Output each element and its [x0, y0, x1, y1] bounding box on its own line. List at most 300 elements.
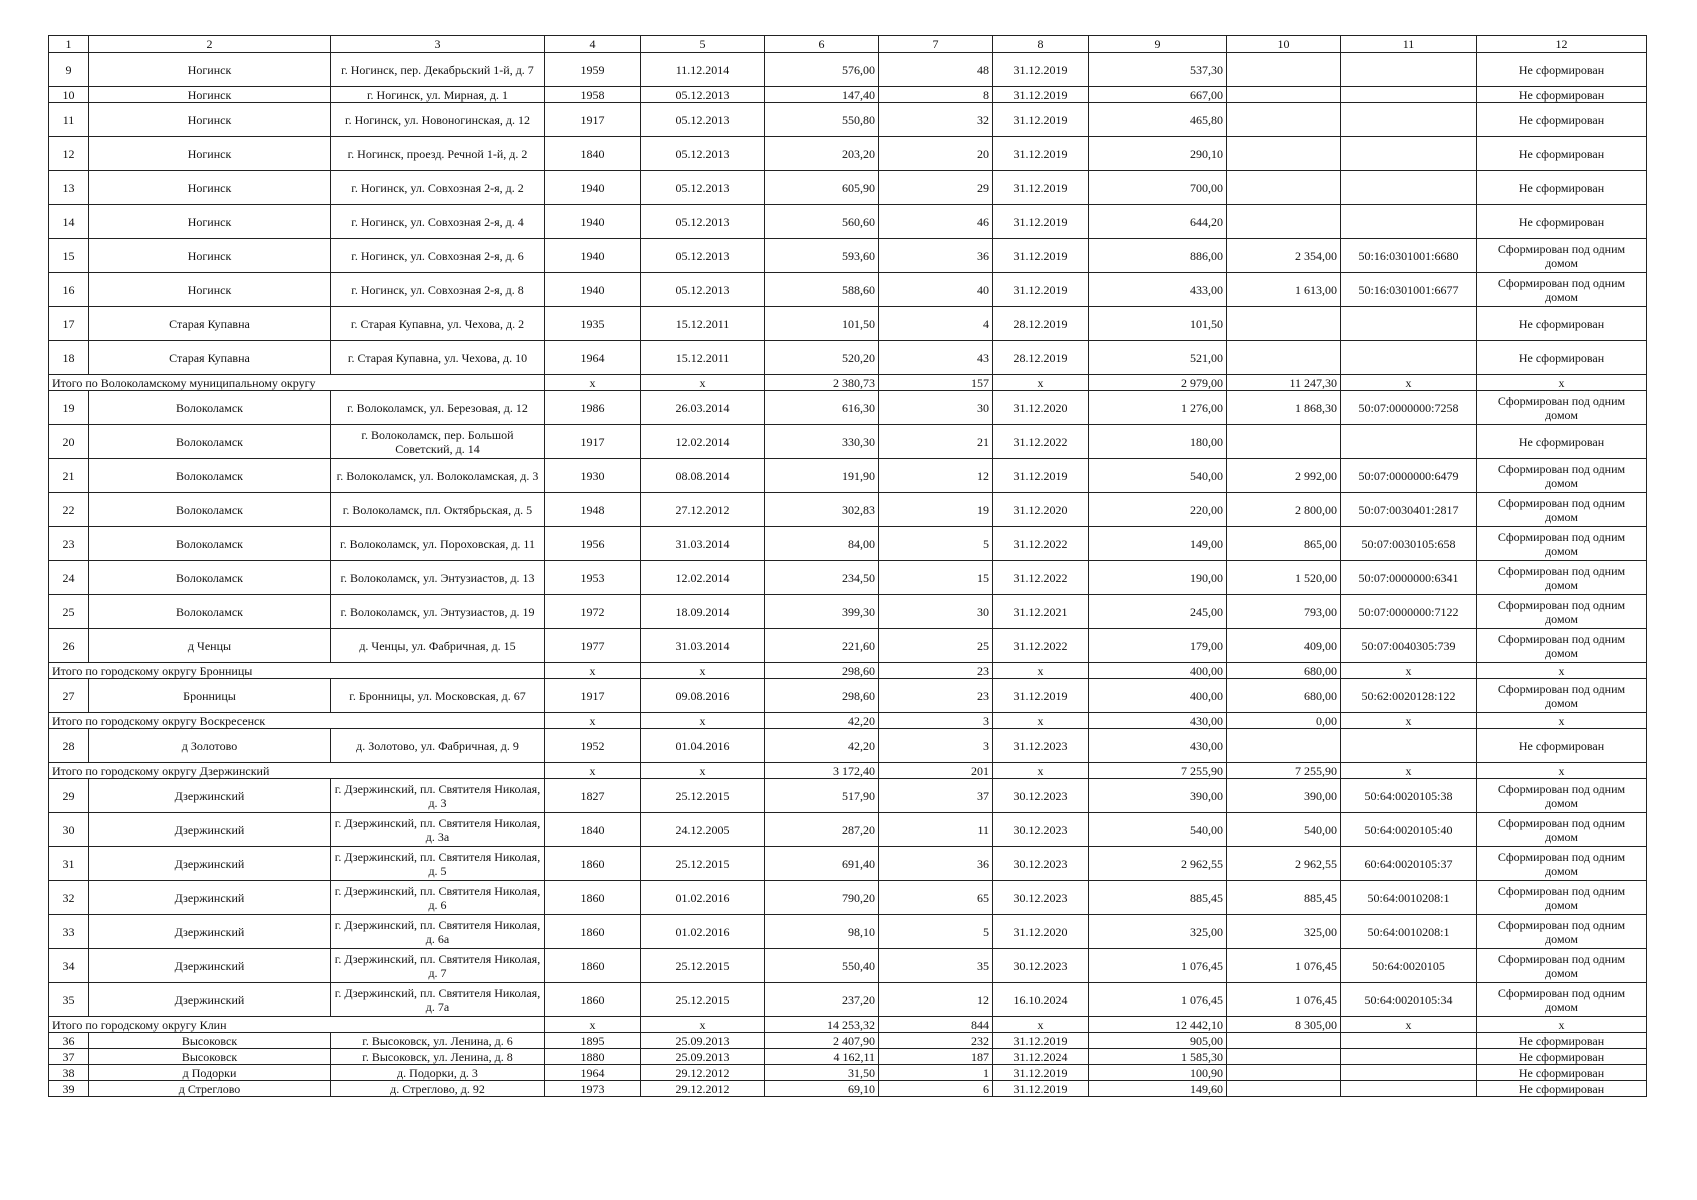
- cell-plot-area: 1 520,00: [1227, 561, 1341, 595]
- cell-deadline: 31.12.2022: [993, 425, 1089, 459]
- cell-year: 1917: [545, 425, 641, 459]
- cell-year: 1840: [545, 813, 641, 847]
- cell-date: 05.12.2013: [641, 205, 765, 239]
- cell-number: 10: [49, 87, 89, 103]
- cell-locality: Дзержинский: [89, 881, 331, 915]
- cell-year: 1940: [545, 205, 641, 239]
- subtotal-row: [49, 663, 1647, 679]
- table-row: [49, 273, 1647, 307]
- cell-area: 2 407,90: [765, 1033, 879, 1049]
- cell-number: 36: [49, 1033, 89, 1049]
- cell-residents: 21: [879, 425, 993, 459]
- cell-plot-area: [1227, 1081, 1341, 1097]
- cell-year: 1953: [545, 561, 641, 595]
- header-cell: 3: [331, 36, 545, 53]
- cell-cadastral: 50:07:0040305:739: [1341, 629, 1477, 663]
- table-row: [49, 779, 1647, 813]
- cell-value: 433,00: [1089, 273, 1227, 307]
- cell-value: 190,00: [1089, 561, 1227, 595]
- cell-date: 01.04.2016: [641, 729, 765, 763]
- cell-area: 98,10: [765, 915, 879, 949]
- table-row: [49, 1065, 1647, 1081]
- cell-status: Не сформирован: [1477, 137, 1647, 171]
- cell-locality: Волоколамск: [89, 493, 331, 527]
- table-row: [49, 1033, 1647, 1049]
- cell-plot-area: 390,00: [1227, 779, 1341, 813]
- cell-deadline: 31.12.2019: [993, 205, 1089, 239]
- cell-cadastral: [1341, 425, 1477, 459]
- cell-cadastral: [1341, 1049, 1477, 1065]
- cell-status: Не сформирован: [1477, 307, 1647, 341]
- cell-deadline: 31.12.2022: [993, 561, 1089, 595]
- cell-residents: 23: [879, 679, 993, 713]
- cell-cadastral: 50:07:0030105:658: [1341, 527, 1477, 561]
- subtotal-label: Итого по городскому округу Бронницы: [49, 663, 545, 679]
- cell-address: г. Волоколамск, ул. Энтузиастов, д. 13: [331, 561, 545, 595]
- cell-cadastral: 50:62:0020128:122: [1341, 679, 1477, 713]
- cell-address: г. Волоколамск, пер. Большой Советский, д. 14: [331, 425, 545, 459]
- table-row: [49, 459, 1647, 493]
- cell-status: Сформирован под одним домом: [1477, 881, 1647, 915]
- cell-status: Не сформирован: [1477, 1065, 1647, 1081]
- cell-value: 521,00: [1089, 341, 1227, 375]
- cell-locality: Дзержинский: [89, 983, 331, 1017]
- cell-area: 605,90: [765, 171, 879, 205]
- cell-area: 560,60: [765, 205, 879, 239]
- cell-residents: 40: [879, 273, 993, 307]
- cell-plot-area: 1 868,30: [1227, 391, 1341, 425]
- table-row: [49, 239, 1647, 273]
- cell-area: 576,00: [765, 53, 879, 87]
- cell-residents: 187: [879, 1049, 993, 1065]
- cell-status: Сформирован под одним домом: [1477, 983, 1647, 1017]
- header-cell: 1: [49, 36, 89, 53]
- cell-value: 537,30: [1089, 53, 1227, 87]
- cell-area: 593,60: [765, 239, 879, 273]
- cell-year: 1972: [545, 595, 641, 629]
- cell-date: 29.12.2012: [641, 1081, 765, 1097]
- cell-deadline: 30.12.2023: [993, 813, 1089, 847]
- cell-year: 1860: [545, 949, 641, 983]
- cell-plot-area: 680,00: [1227, 679, 1341, 713]
- cell-residents: 36: [879, 239, 993, 273]
- subtotal-cell: 201: [879, 763, 993, 779]
- header-cell: 2: [89, 36, 331, 53]
- cell-date: 09.08.2016: [641, 679, 765, 713]
- cell-residents: 232: [879, 1033, 993, 1049]
- cell-plot-area: [1227, 341, 1341, 375]
- cell-area: 191,90: [765, 459, 879, 493]
- cell-deadline: 31.12.2020: [993, 493, 1089, 527]
- cell-address: г. Волоколамск, ул. Березовая, д. 12: [331, 391, 545, 425]
- cell-locality: Волоколамск: [89, 595, 331, 629]
- cell-cadastral: 50:07:0000000:7122: [1341, 595, 1477, 629]
- cell-date: 15.12.2011: [641, 341, 765, 375]
- cell-locality: Дзержинский: [89, 779, 331, 813]
- cell-plot-area: 793,00: [1227, 595, 1341, 629]
- subtotal-cell: x: [1341, 763, 1477, 779]
- cell-year: 1860: [545, 915, 641, 949]
- cell-number: 33: [49, 915, 89, 949]
- subtotal-cell: 23: [879, 663, 993, 679]
- subtotal-row: [49, 375, 1647, 391]
- cell-number: 22: [49, 493, 89, 527]
- cell-year: 1860: [545, 847, 641, 881]
- cell-area: 84,00: [765, 527, 879, 561]
- cell-area: 520,20: [765, 341, 879, 375]
- cell-cadastral: [1341, 1081, 1477, 1097]
- cell-value: 667,00: [1089, 87, 1227, 103]
- cell-locality: Ногинск: [89, 273, 331, 307]
- table-row: [49, 881, 1647, 915]
- cell-cadastral: 50:64:0020105:38: [1341, 779, 1477, 813]
- cell-deadline: 30.12.2023: [993, 779, 1089, 813]
- cell-status: Сформирован под одним домом: [1477, 629, 1647, 663]
- cell-cadastral: 50:07:0000000:7258: [1341, 391, 1477, 425]
- cell-status: Не сформирован: [1477, 341, 1647, 375]
- table-row: [49, 847, 1647, 881]
- cell-address: г. Волоколамск, ул. Пороховская, д. 11: [331, 527, 545, 561]
- cell-locality: Ногинск: [89, 205, 331, 239]
- header-cell: 11: [1341, 36, 1477, 53]
- cell-address: д. Золотово, ул. Фабричная, д. 9: [331, 729, 545, 763]
- cell-status: Сформирован под одним домом: [1477, 813, 1647, 847]
- table-row: [49, 137, 1647, 171]
- cell-number: 31: [49, 847, 89, 881]
- cell-locality: Волоколамск: [89, 527, 331, 561]
- cell-locality: Ногинск: [89, 103, 331, 137]
- cell-address: д. Ченцы, ул. Фабричная, д. 15: [331, 629, 545, 663]
- cell-year: 1930: [545, 459, 641, 493]
- subtotal-cell: x: [993, 763, 1089, 779]
- cell-plot-area: [1227, 425, 1341, 459]
- cell-cadastral: [1341, 103, 1477, 137]
- cell-plot-area: 409,00: [1227, 629, 1341, 663]
- subtotal-cell: x: [545, 1017, 641, 1033]
- cell-date: 31.03.2014: [641, 527, 765, 561]
- cell-status: Сформирован под одним домом: [1477, 915, 1647, 949]
- document-sheet: [48, 35, 1646, 1097]
- table-row: [49, 87, 1647, 103]
- cell-area: 550,40: [765, 949, 879, 983]
- cell-number: 28: [49, 729, 89, 763]
- subtotal-cell: 14 253,32: [765, 1017, 879, 1033]
- cell-value: 100,90: [1089, 1065, 1227, 1081]
- subtotal-cell: 400,00: [1089, 663, 1227, 679]
- cell-status: Не сформирован: [1477, 171, 1647, 205]
- cell-value: 430,00: [1089, 729, 1227, 763]
- cell-address: г. Ногинск, ул. Совхозная 2-я, д. 4: [331, 205, 545, 239]
- cell-cadastral: [1341, 53, 1477, 87]
- cell-value: 245,00: [1089, 595, 1227, 629]
- cell-address: д. Подорки, д. 3: [331, 1065, 545, 1081]
- cell-year: 1959: [545, 53, 641, 87]
- cell-number: 39: [49, 1081, 89, 1097]
- cell-value: 700,00: [1089, 171, 1227, 205]
- table-row: [49, 205, 1647, 239]
- cell-status: Сформирован под одним домом: [1477, 847, 1647, 881]
- cell-value: 101,50: [1089, 307, 1227, 341]
- cell-plot-area: [1227, 1049, 1341, 1065]
- cell-cadastral: [1341, 87, 1477, 103]
- subtotal-cell: 680,00: [1227, 663, 1341, 679]
- cell-year: 1940: [545, 239, 641, 273]
- cell-area: 287,20: [765, 813, 879, 847]
- cell-date: 31.03.2014: [641, 629, 765, 663]
- subtotal-cell: 3: [879, 713, 993, 729]
- cell-value: 1 076,45: [1089, 983, 1227, 1017]
- cell-cadastral: 50:64:0010208:1: [1341, 915, 1477, 949]
- cell-address: г. Высоковск, ул. Ленина, д. 8: [331, 1049, 545, 1065]
- cell-date: 26.03.2014: [641, 391, 765, 425]
- cell-residents: 29: [879, 171, 993, 205]
- cell-value: 179,00: [1089, 629, 1227, 663]
- cell-status: Сформирован под одним домом: [1477, 595, 1647, 629]
- cell-value: 149,00: [1089, 527, 1227, 561]
- cell-deadline: 31.12.2020: [993, 915, 1089, 949]
- cell-deadline: 31.12.2019: [993, 273, 1089, 307]
- cell-date: 25.09.2013: [641, 1033, 765, 1049]
- cell-date: 29.12.2012: [641, 1065, 765, 1081]
- cell-value: 390,00: [1089, 779, 1227, 813]
- cell-year: 1860: [545, 881, 641, 915]
- cell-status: Не сформирован: [1477, 1049, 1647, 1065]
- header-cell: 4: [545, 36, 641, 53]
- cell-number: 14: [49, 205, 89, 239]
- cell-cadastral: 50:64:0020105: [1341, 949, 1477, 983]
- cell-date: 15.12.2011: [641, 307, 765, 341]
- cell-year: 1964: [545, 341, 641, 375]
- cell-area: 330,30: [765, 425, 879, 459]
- subtotal-cell: x: [993, 663, 1089, 679]
- cell-year: 1880: [545, 1049, 641, 1065]
- cell-cadastral: 50:16:0301001:6680: [1341, 239, 1477, 273]
- cell-locality: д Золотово: [89, 729, 331, 763]
- cell-date: 25.12.2015: [641, 779, 765, 813]
- cell-locality: Высоковск: [89, 1033, 331, 1049]
- cell-residents: 12: [879, 459, 993, 493]
- subtotal-cell: x: [1477, 663, 1647, 679]
- cell-plot-area: 2 354,00: [1227, 239, 1341, 273]
- cell-plot-area: 2 962,55: [1227, 847, 1341, 881]
- cell-address: г. Волоколамск, ул. Энтузиастов, д. 19: [331, 595, 545, 629]
- cell-number: 38: [49, 1065, 89, 1081]
- cell-residents: 15: [879, 561, 993, 595]
- cell-year: 1827: [545, 779, 641, 813]
- table-row: [49, 527, 1647, 561]
- cell-plot-area: [1227, 103, 1341, 137]
- cell-deadline: 31.12.2019: [993, 53, 1089, 87]
- cell-date: 11.12.2014: [641, 53, 765, 87]
- cell-number: 25: [49, 595, 89, 629]
- cell-year: 1840: [545, 137, 641, 171]
- table-row: [49, 561, 1647, 595]
- cell-area: 550,80: [765, 103, 879, 137]
- cell-area: 31,50: [765, 1065, 879, 1081]
- cell-deadline: 16.10.2024: [993, 983, 1089, 1017]
- subtotal-cell: x: [545, 713, 641, 729]
- cell-year: 1956: [545, 527, 641, 561]
- cell-locality: Высоковск: [89, 1049, 331, 1065]
- subtotal-cell: x: [1477, 375, 1647, 391]
- cell-number: 17: [49, 307, 89, 341]
- cell-residents: 3: [879, 729, 993, 763]
- cell-date: 01.02.2016: [641, 881, 765, 915]
- subtotal-cell: 7 255,90: [1227, 763, 1341, 779]
- cell-value: 540,00: [1089, 813, 1227, 847]
- cell-locality: Старая Купавна: [89, 341, 331, 375]
- cell-address: г. Ногинск, проезд. Речной 1-й, д. 2: [331, 137, 545, 171]
- subtotal-cell: x: [545, 763, 641, 779]
- cell-plot-area: 540,00: [1227, 813, 1341, 847]
- cell-residents: 4: [879, 307, 993, 341]
- cell-status: Сформирован под одним домом: [1477, 459, 1647, 493]
- cell-address: г. Дзержинский, пл. Святителя Николая, д. 3а: [331, 813, 545, 847]
- cell-value: 180,00: [1089, 425, 1227, 459]
- cell-residents: 46: [879, 205, 993, 239]
- cell-number: 16: [49, 273, 89, 307]
- column-number-header: [49, 36, 1647, 53]
- subtotal-cell: x: [641, 663, 765, 679]
- cell-area: 691,40: [765, 847, 879, 881]
- table-row: [49, 679, 1647, 713]
- subtotal-cell: x: [1477, 1017, 1647, 1033]
- cell-locality: Дзержинский: [89, 915, 331, 949]
- cell-status: Сформирован под одним домом: [1477, 527, 1647, 561]
- cell-plot-area: [1227, 53, 1341, 87]
- cell-plot-area: [1227, 137, 1341, 171]
- cell-locality: Ногинск: [89, 53, 331, 87]
- cell-number: 26: [49, 629, 89, 663]
- cell-number: 21: [49, 459, 89, 493]
- cell-locality: Старая Купавна: [89, 307, 331, 341]
- cell-address: г. Дзержинский, пл. Святителя Николая, д. 5: [331, 847, 545, 881]
- cell-area: 147,40: [765, 87, 879, 103]
- table-row: [49, 949, 1647, 983]
- cell-deadline: 31.12.2019: [993, 87, 1089, 103]
- cell-deadline: 31.12.2019: [993, 1033, 1089, 1049]
- cell-locality: Ногинск: [89, 239, 331, 273]
- cell-cadastral: 50:07:0030401:2817: [1341, 493, 1477, 527]
- cell-plot-area: 2 800,00: [1227, 493, 1341, 527]
- cell-address: г. Дзержинский, пл. Святителя Николая, д. 7а: [331, 983, 545, 1017]
- cell-value: 905,00: [1089, 1033, 1227, 1049]
- cell-address: г. Ногинск, ул. Новоногинская, д. 12: [331, 103, 545, 137]
- cell-status: Не сформирован: [1477, 103, 1647, 137]
- cell-area: 42,20: [765, 729, 879, 763]
- cell-status: Не сформирован: [1477, 1081, 1647, 1097]
- housing-register-table: [48, 35, 1647, 1097]
- cell-residents: 43: [879, 341, 993, 375]
- cell-cadastral: [1341, 137, 1477, 171]
- cell-residents: 11: [879, 813, 993, 847]
- cell-area: 616,30: [765, 391, 879, 425]
- cell-deadline: 30.12.2023: [993, 847, 1089, 881]
- cell-date: 24.12.2005: [641, 813, 765, 847]
- cell-year: 1917: [545, 103, 641, 137]
- cell-value: 644,20: [1089, 205, 1227, 239]
- subtotal-cell: 42,20: [765, 713, 879, 729]
- cell-plot-area: [1227, 205, 1341, 239]
- subtotal-cell: x: [545, 663, 641, 679]
- cell-residents: 5: [879, 527, 993, 561]
- cell-status: Сформирован под одним домом: [1477, 493, 1647, 527]
- cell-locality: Дзержинский: [89, 847, 331, 881]
- cell-plot-area: [1227, 1065, 1341, 1081]
- cell-number: 30: [49, 813, 89, 847]
- cell-area: 298,60: [765, 679, 879, 713]
- cell-area: 237,20: [765, 983, 879, 1017]
- cell-cadastral: 50:64:0020105:40: [1341, 813, 1477, 847]
- cell-value: 1 276,00: [1089, 391, 1227, 425]
- cell-cadastral: 50:64:0020105:34: [1341, 983, 1477, 1017]
- cell-date: 05.12.2013: [641, 87, 765, 103]
- header-cell: 8: [993, 36, 1089, 53]
- subtotal-cell: x: [641, 713, 765, 729]
- cell-cadastral: 50:07:0000000:6479: [1341, 459, 1477, 493]
- cell-residents: 25: [879, 629, 993, 663]
- cell-deadline: 31.12.2019: [993, 171, 1089, 205]
- cell-address: г. Дзержинский, пл. Святителя Николая, д. 7: [331, 949, 545, 983]
- subtotal-cell: 157: [879, 375, 993, 391]
- cell-number: 34: [49, 949, 89, 983]
- cell-deadline: 31.12.2020: [993, 391, 1089, 425]
- subtotal-cell: 12 442,10: [1089, 1017, 1227, 1033]
- cell-residents: 35: [879, 949, 993, 983]
- cell-year: 1952: [545, 729, 641, 763]
- header-cell: 10: [1227, 36, 1341, 53]
- cell-cadastral: [1341, 729, 1477, 763]
- cell-locality: Ногинск: [89, 171, 331, 205]
- cell-plot-area: [1227, 1033, 1341, 1049]
- cell-deadline: 31.12.2019: [993, 1081, 1089, 1097]
- table-row: [49, 391, 1647, 425]
- table-row: [49, 915, 1647, 949]
- cell-number: 18: [49, 341, 89, 375]
- cell-date: 12.02.2014: [641, 561, 765, 595]
- cell-value: 886,00: [1089, 239, 1227, 273]
- cell-date: 25.09.2013: [641, 1049, 765, 1065]
- cell-address: г. Бронницы, ул. Московская, д. 67: [331, 679, 545, 713]
- cell-deadline: 31.12.2022: [993, 527, 1089, 561]
- table-row: [49, 1081, 1647, 1097]
- subtotal-cell: 11 247,30: [1227, 375, 1341, 391]
- cell-plot-area: 1 076,45: [1227, 949, 1341, 983]
- subtotal-label: Итого по Волоколамскому муниципальному округу: [49, 375, 545, 391]
- cell-year: 1917: [545, 679, 641, 713]
- cell-area: 69,10: [765, 1081, 879, 1097]
- subtotal-cell: x: [1341, 1017, 1477, 1033]
- cell-plot-area: [1227, 87, 1341, 103]
- subtotal-cell: 298,60: [765, 663, 879, 679]
- cell-area: 399,30: [765, 595, 879, 629]
- subtotal-label: Итого по городскому округу Воскресенск: [49, 713, 545, 729]
- cell-date: 05.12.2013: [641, 171, 765, 205]
- subtotal-label: Итого по городскому округу Дзержинский: [49, 763, 545, 779]
- cell-year: 1948: [545, 493, 641, 527]
- cell-cadastral: [1341, 1033, 1477, 1049]
- cell-value: 540,00: [1089, 459, 1227, 493]
- cell-area: 302,83: [765, 493, 879, 527]
- cell-status: Не сформирован: [1477, 1033, 1647, 1049]
- cell-locality: д Подорки: [89, 1065, 331, 1081]
- cell-area: 101,50: [765, 307, 879, 341]
- cell-residents: 32: [879, 103, 993, 137]
- table-row: [49, 341, 1647, 375]
- subtotal-cell: 8 305,00: [1227, 1017, 1341, 1033]
- header-cell: 7: [879, 36, 993, 53]
- cell-number: 32: [49, 881, 89, 915]
